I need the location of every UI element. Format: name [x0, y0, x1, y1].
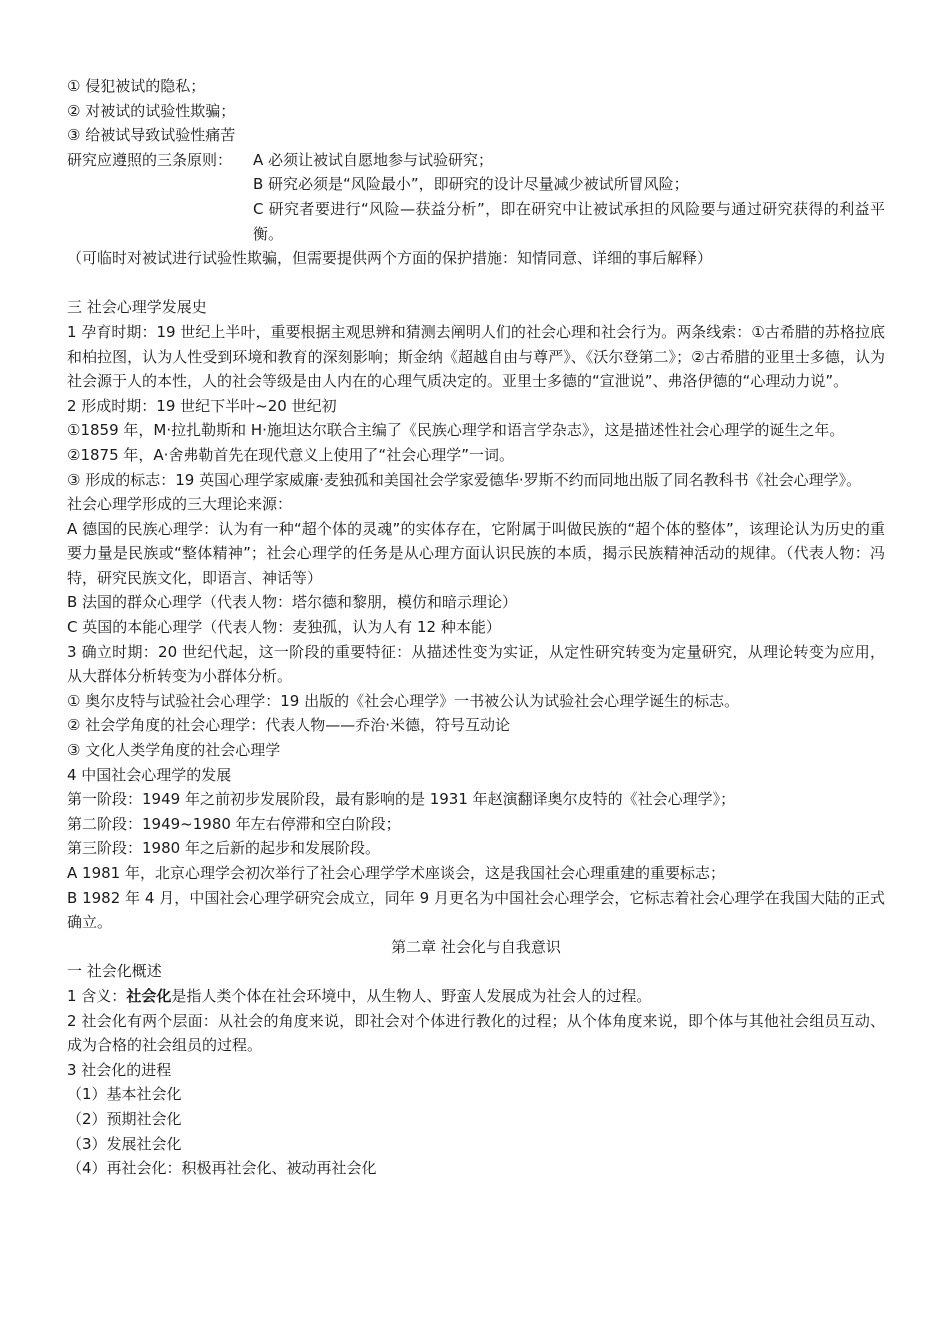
principles-block	[67, 148, 885, 246]
paragraph: 2 社会化有两个层面：从社会的角度来说，即社会对个体进行教化的过程；从个体角度来说，即个体与其他社会组员互动、成为合格的社会组员的过程。	[67, 1011, 885, 1055]
paragraph: C 英国的本能心理学（代表人物：麦独孤，认为人有 12 种本能）	[67, 618, 501, 637]
paragraph: 第三阶段：1980 年之后新的起步和发展阶段。	[67, 839, 380, 858]
process-item: （2）预期社会化	[67, 1109, 182, 1128]
paragraph: ①1859 年，M·拉扎勒斯和 H·施坦达尔联合主编了《民族心理学和语言学杂志》，这是描述性社会心理学的诞生之年。	[67, 421, 845, 440]
paragraph: ③ 形成的标志：19 英国心理学家威廉·麦独孤和美国社会学家爱德华·罗斯不约而同地出版了同名教科书《社会心理学》。	[67, 470, 862, 489]
paragraph: ① 奥尔皮特与试验社会心理学：19 出版的《社会心理学》一书被公认为试验社会心理学诞生的标志。	[67, 691, 740, 710]
paragraph: 3 确立时期：20 世纪代起，这一阶段的重要特征：从描述性变为实证，从定性研究转变为定量研究，从理论转变为应用，从大群体分析转变为小群体分析。	[67, 642, 885, 686]
principle-item: A 必须让被试自愿地参与试验研究；	[253, 150, 494, 169]
definition-term: 社会化	[126, 986, 172, 1005]
chapter-title: 第二章 社会化与自我意识	[391, 937, 561, 956]
principles-note: （可临时对被试进行试验性欺骗，但需要提供两个方面的保护措施：知情同意、详细的事后解释）	[67, 249, 713, 268]
section-heading: 三 社会心理学发展史	[67, 298, 207, 317]
harm-item: ② 对被试的试验性欺骗；	[67, 101, 236, 120]
principles-label: 研究应遵照的三条原则：	[67, 150, 233, 169]
paragraph: B 1982 年 4 月，中国社会心理学研究会成立，同年 9 月更名为中国社会心理学会，它标志着社会心理学在我国大陆的正式确立。	[67, 888, 885, 932]
principle-item: B 研究必须是“风险最小”，即研究的设计尽量减少被试所冒风险；	[253, 175, 689, 194]
harm-item: ① 侵犯被试的隐私；	[67, 77, 206, 95]
paragraph: ③ 文化人类学角度的社会心理学	[67, 741, 281, 760]
document-page	[67, 74, 885, 1181]
paragraph: 4 中国社会心理学的发展	[67, 765, 232, 784]
paragraph: 第一阶段：1949 年之前初步发展阶段，最有影响的是 1931 年赵演翻译奥尔皮特的《社会心理学》；	[67, 790, 736, 809]
paragraph: ② 社会学角度的社会心理学：代表人物——乔治·米德，符号互动论	[67, 716, 510, 735]
definition-prefix: 1 含义：	[67, 986, 127, 1005]
section-heading: 一 社会化概述	[67, 962, 162, 981]
definition-paragraph	[67, 984, 885, 1009]
paragraph: 2 形成时期：19 世纪下半叶~20 世纪初	[67, 396, 337, 415]
paragraph: 1 孕育时期：19 世纪上半叶，重要根据主观思辨和猜测去阐明人们的社会心理和社会行为。两条线索：①古希腊的苏格拉底和柏拉图，认为人性受到环境和教育的深刻影响；斯金纳《超越自由与尊严》、《沃尔登第二》；②古希腊的亚里士多德，认为社会源于人的本性，人的社会等级是由人内在的心理气质决定的。亚里士多德的“宣泄说”、弗洛伊德的“心理动力说”。	[67, 322, 885, 391]
process-item: （4）再社会化：积极再社会化、被动再社会化	[67, 1159, 377, 1178]
principle-item: C 研究者要进行“风险—获益分析”，即在研究中让被试承担的风险要与通过研究获得的利益平衡。	[253, 199, 885, 243]
paragraph: ②1875 年，A·舍弗勒首先在现代意义上使用了“社会心理学”一词。	[67, 445, 514, 464]
subheading: 社会心理学形成的三大理论来源：	[67, 495, 293, 514]
paragraph: A 1981 年，北京心理学会初次举行了社会心理学学术座谈会，这是我国社会心理重建的重要标志；	[67, 864, 725, 882]
paragraph: A 德国的民族心理学：认为有一种“超个体的灵魂”的实体存在，它附属于叫做民族的“超个体的整体”，该理论认为历史的重要力量是民族或“整体精神”；社会心理学的任务是从心理方面认识民族的本质，揭示民族精神活动的规律。（代表人物：冯特，研究民族文化，即语言、神话等）	[67, 519, 885, 587]
paragraph: 第二阶段：1949~1980 年左右停滞和空白阶段；	[67, 814, 401, 833]
process-item: （1）基本社会化	[67, 1085, 182, 1104]
process-item: （3）发展社会化	[67, 1134, 182, 1153]
subheading: 3 社会化的进程	[67, 1060, 172, 1079]
definition-rest: 是指人类个体在社会环境中，从生物人、野蛮人发展成为社会人的过程。	[171, 986, 652, 1005]
harm-item: ③ 给被试导致试验性痛苦	[67, 126, 236, 145]
paragraph: B 法国的群众心理学（代表人物：塔尔德和黎朋，模仿和暗示理论）	[67, 593, 518, 612]
